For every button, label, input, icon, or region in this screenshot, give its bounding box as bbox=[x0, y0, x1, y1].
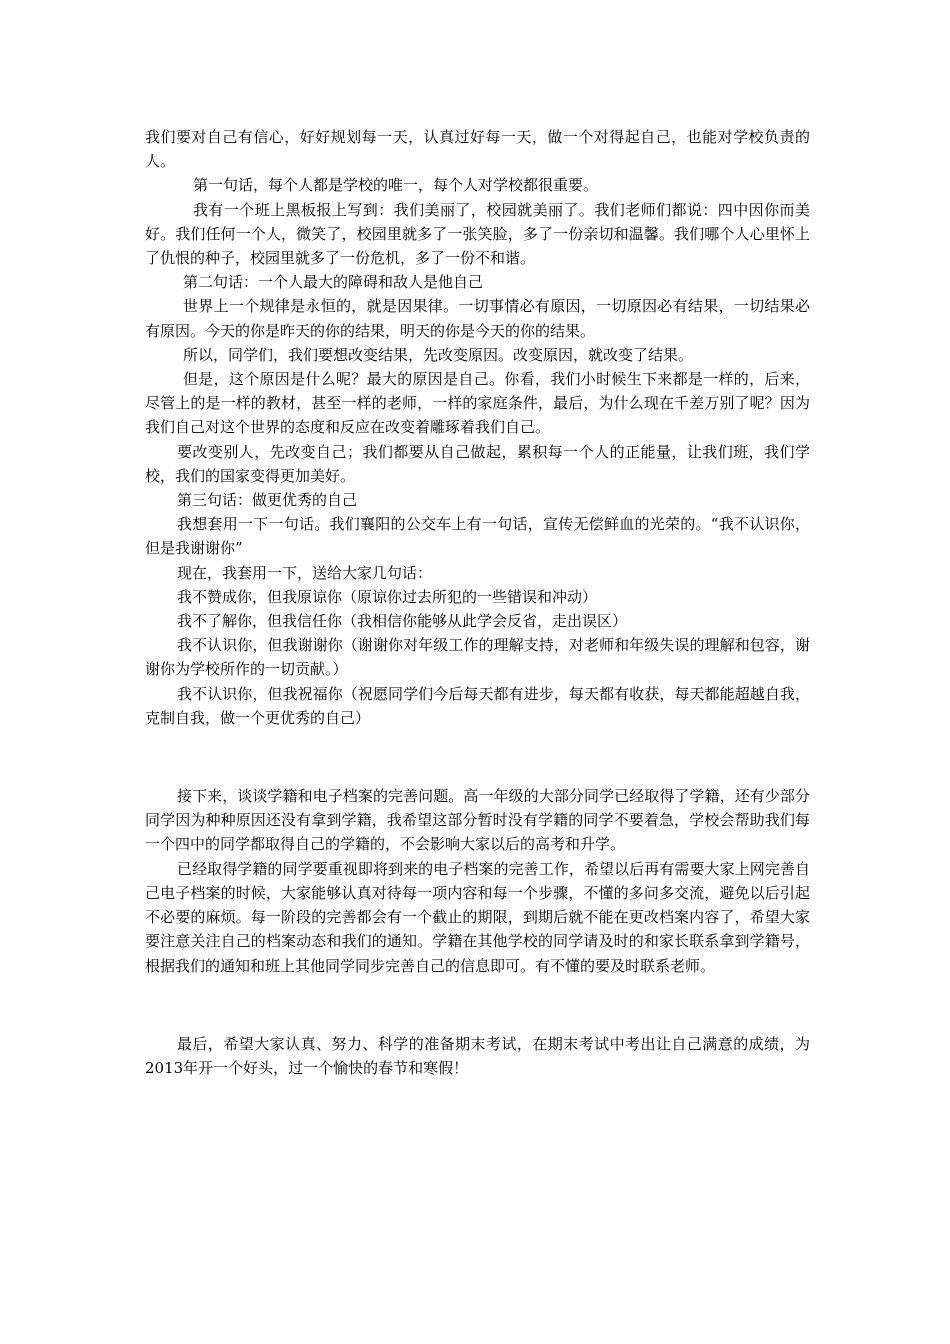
paragraph: 已经取得学籍的同学要重视即将到来的电子档案的完善工作，希望以后再有需要大家上网完善自己电子档案的时候，大家能够认真对待每一项内容和每一个步骤，不懂的多问多交流，避免以后引起不必要的麻烦。每一阶段的完善都会有一个截止的期限，到期后就不能在更改档案内容了，希望大家要注意关注自己的档案动态和我们的通知。学籍在其他学校的同学请及时的和家长联系拿到学籍号，根据我们的通知和班上其他同学同步完善自己的信息即可。有不懂的要及时联系老师。 bbox=[145, 859, 810, 975]
paragraph: 我不认识你，但我祝福你（祝愿同学们今后每天都有进步，每天都有收获，每天都能超越自我，克制自我，做一个更优秀的自己） bbox=[145, 684, 810, 727]
paragraph: 要改变别人，先改变自己；我们都要从自己做起，累积每一个人的正能量，让我们班，我们学校，我们的国家变得更加美好。 bbox=[145, 442, 810, 485]
paragraph: 第二句话：一个人最大的障碍和敌人是他自己 bbox=[183, 273, 484, 292]
paragraph: 第三句话：做更优秀的自己 bbox=[177, 491, 358, 510]
paragraph-spacer bbox=[145, 993, 810, 1017]
paragraph: 我们要对自己有信心，好好规划每一天，认真过好每一天，做一个对得起自己，也能对学校负责的人。 bbox=[145, 128, 810, 171]
document-body bbox=[145, 125, 810, 1080]
paragraph-spacer bbox=[145, 745, 810, 769]
paragraph: 我不认识你，但我谢谢你（谢谢你对年级工作的理解支持，对老师和年级失误的理解和包容，谢谢你为学校所作的一切贡献。） bbox=[145, 636, 810, 679]
paragraph: 现在，我套用一下，送给大家几句话： bbox=[177, 563, 433, 582]
paragraph: 接下来，谈谈学籍和电子档案的完善问题。高一年级的大部分同学已经取得了学籍，还有少部分同学因为种种原因还没有拿到学籍，我希望这部分暂时没有学籍的同学不要着急，学校会帮助我们每一个四中的同学都取得自己的学籍的，不会影响大家以后的高考和升学。 bbox=[145, 787, 810, 854]
paragraph: 最后，希望大家认真、努力、科学的准备期末考试，在期末考试中考出让自己满意的成绩，为2013年开一个好头，过一个愉快的春节和寒假！ bbox=[145, 1034, 810, 1077]
paragraph: 我不了解你，但我信任你（我相信你能够从此学会反省，走出误区） bbox=[177, 612, 628, 631]
paragraph: 但是，这个原因是什么呢？最大的原因是自己。你看，我们小时候生下来都是一样的，后来，尽管上的是一样的教材，甚至一样的老师，一样的家庭条件，最后，为什么现在千差万别了呢？因为我们自己对这个世界的态度和反应在改变着雕琢着我们自己。 bbox=[145, 370, 810, 437]
paragraph: 我不赞成你，但我原谅你（原谅你过去所犯的一些错误和冲动） bbox=[177, 587, 598, 606]
paragraph: 我有一个班上黑板报上写到：我们美丽了，校园就美丽了。我们老师们都说：四中因你而美好。我们任何一个人，微笑了，校园里就多了一张笑脸，多了一份亲切和温馨。我们哪个人心里怀上了仇恨的种子，校园里就多了一份危机，多了一份不和谐。 bbox=[145, 200, 810, 268]
paragraph: 我想套用一下一句话。我们襄阳的公交车上有一句话，宣传无偿鲜血的光荣的。“我不认识你，但是我谢谢你” bbox=[145, 515, 810, 558]
paragraph: 所以，同学们，我们要想改变结果，先改变原因。改变原因，就改变了结果。 bbox=[183, 345, 694, 364]
paragraph: 第一句话，每个人都是学校的唯一，每个人对学校都很重要。 bbox=[193, 176, 599, 195]
paragraph: 世界上一个规律是永恒的，就是因果律。一切事情必有原因，一切原因必有结果，一切结果必有原因。今天的你是昨天的你的结果，明天的你是今天的你的结果。 bbox=[145, 297, 810, 340]
